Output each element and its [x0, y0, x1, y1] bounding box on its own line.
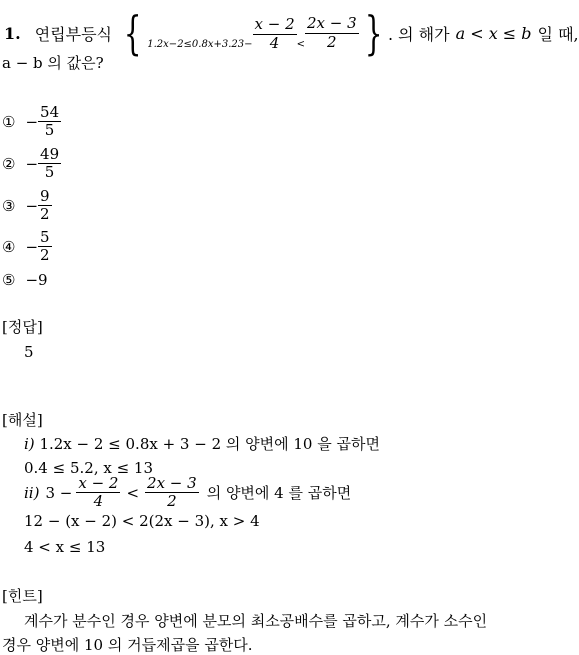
explanation-frac-2: $\frac{2x - 3}{2}$: [147, 474, 197, 511]
choice-2[interactable]: ② − $\frac{49}{5}$: [2, 145, 60, 182]
choice-5-mark: ⑤: [2, 271, 16, 289]
choice-1-frac: $\frac{54}{5}$: [40, 103, 60, 140]
hint-line-1: 계수가 분수인 경우 양변에 분모의 최소공배수를 곱하고, 계수가 소수인: [24, 612, 488, 630]
explanation-line-2: 0.4 ≤ 5.2, x ≤ 13: [24, 459, 154, 477]
problem-line-2: a − b 의 값은?: [2, 54, 104, 72]
choice-1-mark: ①: [2, 112, 16, 131]
right-brace: }: [364, 6, 383, 60]
problem-line-1: [4, 6, 579, 60]
choice-5-value: −9: [25, 271, 48, 289]
choice-3[interactable]: ③ − $\frac{9}{2}$: [2, 187, 50, 224]
explanation-frac-1: $\frac{x - 2}{4}$: [78, 474, 119, 511]
choice-4[interactable]: ④ − $\frac{5}{2}$: [2, 228, 50, 265]
problem-lead: 연립부등식: [34, 24, 112, 44]
problem-tail-2: 일 때,: [537, 24, 579, 44]
hint-line-2: 경우 양변에 10 의 거듭제곱을 곱한다.: [2, 636, 253, 654]
explanation-line-3: ii) 3 − $\frac{x - 2}{4}$ < $\frac{2x - 3}{2}$ 의 양변에 4 를 곱하면: [24, 474, 352, 511]
choice-3-mark: ③: [2, 196, 16, 215]
choice-4-mark: ④: [2, 237, 16, 256]
choice-2-frac: $\frac{49}{5}$: [40, 145, 60, 182]
choice-4-frac: $\frac{5}{2}$: [40, 228, 50, 265]
system-inner: 1.2x−2≤0.8x+3.23−: [147, 38, 253, 50]
system-lt: <: [296, 38, 305, 50]
problem-tail: . 의 해가: [387, 24, 450, 44]
choice-3-frac: $\frac{9}{2}$: [40, 187, 50, 224]
problem-condition: a < x ≤ b: [455, 23, 532, 43]
answer-value: 5: [24, 343, 34, 361]
answer-label: [정답]: [2, 318, 43, 336]
choice-1[interactable]: ① − $\frac{54}{5}$: [2, 103, 60, 140]
system-frac-1: $\frac{x - 2}{4}$: [254, 15, 295, 52]
explanation-label: [해설]: [2, 411, 43, 429]
left-brace: {: [123, 6, 142, 60]
explanation-line-4: 12 − (x − 2) < 2(2x − 3), x > 4: [24, 512, 260, 530]
problem-number: 1.: [4, 23, 21, 43]
hint-label: [힌트]: [2, 587, 43, 605]
choice-5[interactable]: [2, 271, 48, 289]
explanation-line-1: i) 1.2x − 2 ≤ 0.8x + 3 − 2 의 양변에 10 을 곱하면: [24, 435, 380, 453]
system-frac-2: $\frac{2x - 3}{2}$: [307, 14, 357, 51]
choice-2-mark: ②: [2, 154, 16, 173]
explanation-line-5: 4 < x ≤ 13: [24, 538, 106, 556]
